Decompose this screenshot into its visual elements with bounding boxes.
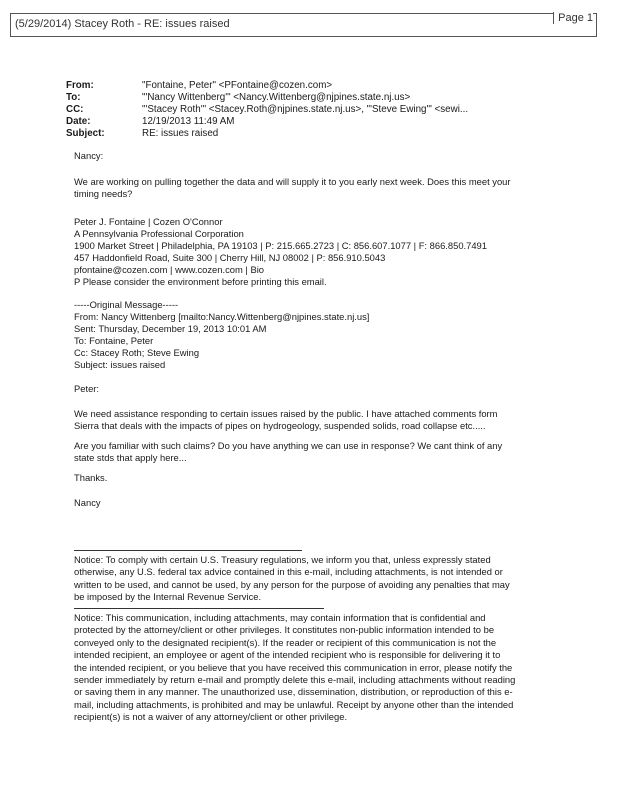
original-signoff: Nancy: [74, 497, 101, 508]
original-line: Sent: Thursday, December 19, 2013 10:01 AM: [74, 323, 267, 334]
notice-line: sender immediately by return e-mail and promptly delete this e-mail, including attachments without reading: [74, 674, 516, 686]
reply-paragraph: [74, 176, 560, 200]
signature-line: 1900 Market Street | Philadelphia, PA 19103 | P: 215.665.2723 | C: 856.607.1077 | F: 866.850.7491: [74, 240, 487, 251]
signature-line: Peter J. Fontaine | Cozen O'Connor: [74, 216, 223, 227]
original-line: Subject: issues raised: [74, 359, 166, 370]
meta-value: RE: issues raised: [142, 128, 219, 139]
text-line: timing needs?: [74, 188, 133, 199]
meta-key: Subject:: [66, 128, 105, 139]
reply-greeting: Nancy:: [74, 150, 104, 161]
meta-subject: [66, 128, 586, 140]
document-title: (5/29/2014) Stacey Roth - RE: issues raised: [15, 18, 230, 30]
notice-line: mail, including attachments, is prohibited and may be unlawful. Receipt by anyone other than the intended: [74, 698, 514, 710]
notice-line: written to be used, and cannot be used, by any person for the purpose of avoiding any penalties that may: [74, 578, 510, 590]
notice-line: protected by the attorney/client or other privileges. It constitutes non-public information intended to be: [74, 624, 495, 636]
meta-value: "'Stacey Roth'" <Stacey.Roth@njpines.state.nj.us>, "'Steve Ewing'" <sewi...: [142, 104, 469, 115]
notice-line: conveyed only to the designated recipient(s). If the reader or recipient of this communication is not the: [74, 636, 497, 648]
original-line: From: Nancy Wittenberg [mailto:Nancy.Wittenberg@njpines.state.nj.us]: [74, 311, 370, 322]
meta-date: [66, 116, 586, 128]
meta-key: From:: [66, 80, 94, 91]
meta-value: "Fontaine, Peter" <PFontaine@cozen.com>: [142, 80, 333, 91]
email-meta: [66, 80, 586, 140]
meta-to: [66, 92, 586, 104]
notice-divider: [74, 608, 324, 609]
notice-line: the intended recipient, or you believe that you have received this communication in error, please notify the: [74, 661, 513, 673]
text-line: state stds that apply here...: [74, 452, 187, 463]
original-message-header: [74, 299, 560, 371]
meta-from: [66, 80, 586, 92]
original-paragraph-2: [74, 440, 560, 464]
meta-key: CC:: [66, 104, 84, 115]
notice-line: intended recipient, an employee or agent of the intended recipient who is responsible for delivering it to: [74, 649, 501, 661]
meta-value: "'Nancy Wittenberg'" <Nancy.Wittenberg@njpines.state.nj.us>: [142, 92, 411, 103]
signature-line: P Please consider the environment before printing this email.: [74, 276, 327, 287]
tax-notice: [74, 554, 560, 604]
text-line: Are you familiar with such claims? Do you have anything we can use in response? We cant think of any: [74, 440, 503, 451]
meta-cc: [66, 104, 586, 116]
original-line: -----Original Message-----: [74, 299, 179, 310]
notice-line: Notice: To comply with certain U.S. Treasury regulations, we inform you that, unless expressly stated: [74, 554, 491, 565]
meta-key: Date:: [66, 116, 91, 127]
signature-line: A Pennsylvania Professional Corporation: [74, 228, 244, 239]
original-greeting: Peter:: [74, 383, 100, 394]
text-line: Sierra that deals with the impacts of pipes on hydrogeology, suspended solids, road collapse etc.....: [74, 420, 486, 431]
signature-line: pfontaine@cozen.com | www.cozen.com | Bio: [74, 264, 264, 275]
meta-value: 12/19/2013 11:49 AM: [142, 116, 235, 127]
notice-line: Notice: This communication, including attachments, may contain information that is confidential and: [74, 612, 486, 623]
notice-line: or saving them in any manner. The unauthorized use, dissemination, distribution, or reproduction of this e-: [74, 686, 513, 698]
text-line: We need assistance responding to certain issues raised by the public. I have attached comments form: [74, 408, 498, 419]
original-line: Cc: Stacey Roth; Steve Ewing: [74, 347, 200, 358]
confidentiality-notice: [74, 612, 560, 724]
reply-signature: [74, 216, 560, 288]
signature-line: 457 Haddonfield Road, Suite 300 | Cherry Hill, NJ 08002 | P: 856.910.5043: [74, 252, 386, 263]
notice-divider: [74, 550, 302, 551]
original-line: To: Fontaine, Peter: [74, 335, 154, 346]
notice-line: recipient(s) is not a waiver of any attorney/client or other privilege.: [74, 711, 348, 723]
original-thanks: Thanks.: [74, 472, 108, 483]
notice-line: otherwise, any U.S. federal tax advice contained in this e-mail, including attachments, is not intended or: [74, 566, 503, 578]
document-header-bar: [10, 13, 597, 37]
meta-key: To:: [66, 92, 81, 103]
notice-line: be imposed by the Internal Revenue Service.: [74, 591, 262, 603]
page-number: Page 1: [553, 12, 593, 24]
original-paragraph-1: [74, 408, 560, 432]
text-line: We are working on pulling together the data and will supply it to you early next week. Does this meet your: [74, 176, 511, 187]
